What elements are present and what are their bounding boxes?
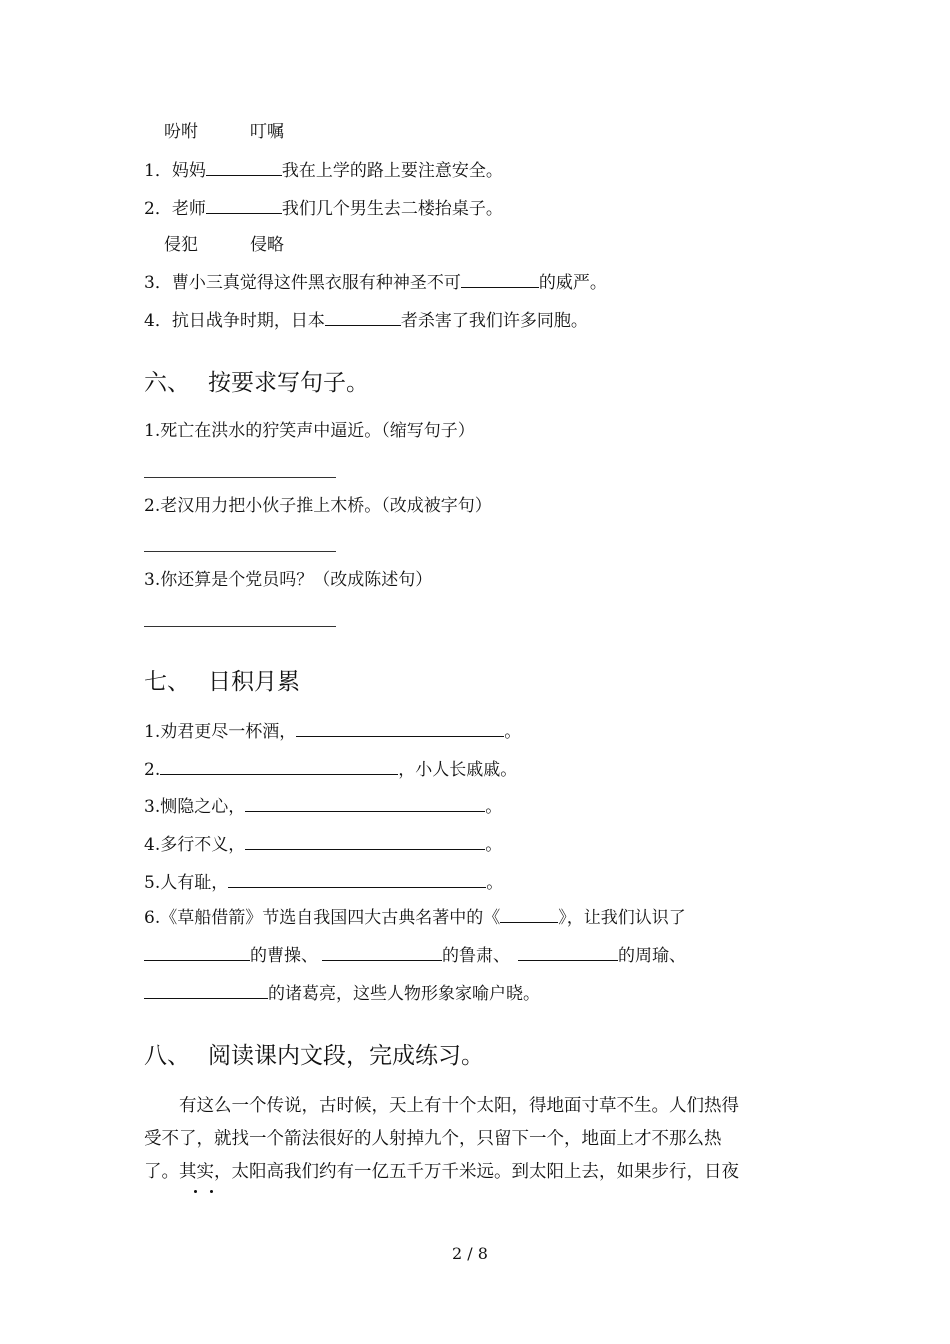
section-number: 六、 xyxy=(144,370,190,396)
question-text: 2. xyxy=(144,760,161,780)
fill-question-4 xyxy=(144,309,588,332)
answer-blank[interactable] xyxy=(206,159,282,176)
fill-question-3 xyxy=(144,271,607,294)
question-text: 2．老师 xyxy=(144,199,206,219)
question-text: 5.人有耻， xyxy=(144,873,229,893)
question-text: 。 xyxy=(485,797,503,817)
answer-blank[interactable] xyxy=(245,833,485,850)
emphasis-dot xyxy=(210,1190,213,1193)
question-text: 4.多行不义， xyxy=(144,835,246,855)
question-text: 。 xyxy=(486,873,504,893)
word-option: 吩咐 xyxy=(164,122,198,142)
word-option: 叮嘱 xyxy=(250,122,284,142)
poem-question-1 xyxy=(144,720,521,743)
passage-line: 了。其实，太阳高我们约有一亿五千万千米远。到太阳上去，如果步行，日夜 xyxy=(144,1162,739,1182)
question-text: 者杀害了我们许多同胞。 xyxy=(400,311,588,331)
question-text: 3．曹小三真觉得这件黑衣服有种神圣不可 xyxy=(144,273,461,293)
question-text: 。 xyxy=(485,835,503,855)
question-text: 的周瑜、 xyxy=(618,946,686,966)
answer-line[interactable] xyxy=(144,477,336,478)
section-8-heading xyxy=(144,1042,484,1070)
word-pair-2 xyxy=(164,234,284,256)
answer-blank[interactable] xyxy=(500,906,558,923)
rewrite-question-2: 2.老汉用力把小伙子推上木桥。（改成被字句） xyxy=(144,496,492,516)
poem-question-5 xyxy=(144,871,503,894)
passage-line: 受不了，就找一个箭法很好的人射掉九个，只留下一个，地面上才不那么热 xyxy=(144,1129,722,1149)
section-title: 阅读课内文段，完成练习。 xyxy=(208,1043,484,1069)
section-7-heading xyxy=(144,668,300,696)
question-text: 3.恻隐之心， xyxy=(144,797,246,817)
answer-blank[interactable] xyxy=(296,720,504,737)
answer-blank[interactable] xyxy=(322,944,442,961)
section-number: 八、 xyxy=(144,1043,190,1069)
question-text: 。 xyxy=(504,722,522,742)
poem-question-2 xyxy=(144,758,517,781)
page-number: 2 / 8 xyxy=(452,1244,488,1263)
question-text: 4．抗日战争时期，日本 xyxy=(144,311,325,331)
question-text: 》，让我们认识了 xyxy=(558,908,686,928)
poem-question-4 xyxy=(144,833,502,856)
novel-question-line-2 xyxy=(144,944,686,967)
word-option: 侵犯 xyxy=(164,235,198,255)
novel-question-line-3 xyxy=(144,982,540,1005)
reading-passage xyxy=(144,1090,804,1189)
answer-blank[interactable] xyxy=(518,944,618,961)
emphasis-dot xyxy=(194,1190,197,1193)
answer-blank[interactable] xyxy=(245,795,485,812)
word-pair-1 xyxy=(164,121,284,143)
question-text: 1．妈妈 xyxy=(144,161,206,181)
answer-blank[interactable] xyxy=(325,309,401,326)
rewrite-question-1: 1.死亡在洪水的狞笑声中逼近。（缩写句子） xyxy=(144,421,475,441)
answer-line[interactable] xyxy=(144,551,336,552)
answer-blank[interactable] xyxy=(144,944,250,961)
answer-line[interactable] xyxy=(144,626,336,627)
question-text: 的诸葛亮，这些人物形象家喻户晓。 xyxy=(268,984,540,1004)
fill-question-1 xyxy=(144,159,503,182)
answer-blank[interactable] xyxy=(144,982,268,999)
question-text: ，小人长戚戚。 xyxy=(398,760,518,780)
question-text: 的鲁肃、 xyxy=(442,946,510,966)
question-text: 1.劝君更尽一杯酒， xyxy=(144,722,297,742)
section-number: 七、 xyxy=(144,669,190,695)
section-title: 日积月累 xyxy=(208,669,300,695)
answer-blank[interactable] xyxy=(461,271,539,288)
poem-question-3 xyxy=(144,795,502,818)
question-text: 我们几个男生去二楼抬桌子。 xyxy=(281,199,503,219)
rewrite-question-3: 3.你还算是个党员吗？（改成陈述句） xyxy=(144,570,433,590)
novel-question-line-1 xyxy=(144,906,686,929)
question-text: 6.《草船借箭》节选自我国四大古典名著中的《 xyxy=(144,908,501,928)
section-title: 按要求写句子。 xyxy=(208,370,369,396)
question-text: 我在上学的路上要注意安全。 xyxy=(281,161,503,181)
question-text: 的威严。 xyxy=(538,273,607,293)
answer-blank[interactable] xyxy=(228,871,486,888)
answer-blank[interactable] xyxy=(160,758,398,775)
answer-blank[interactable] xyxy=(206,197,282,214)
word-option: 侵略 xyxy=(250,235,284,255)
question-text: 的曹操、 xyxy=(250,946,318,966)
passage-line: 有这么一个传说，古时候，天上有十个太阳，得地面寸草不生。人们热得 xyxy=(179,1096,739,1116)
fill-question-2 xyxy=(144,197,503,220)
section-6-heading xyxy=(144,369,369,397)
